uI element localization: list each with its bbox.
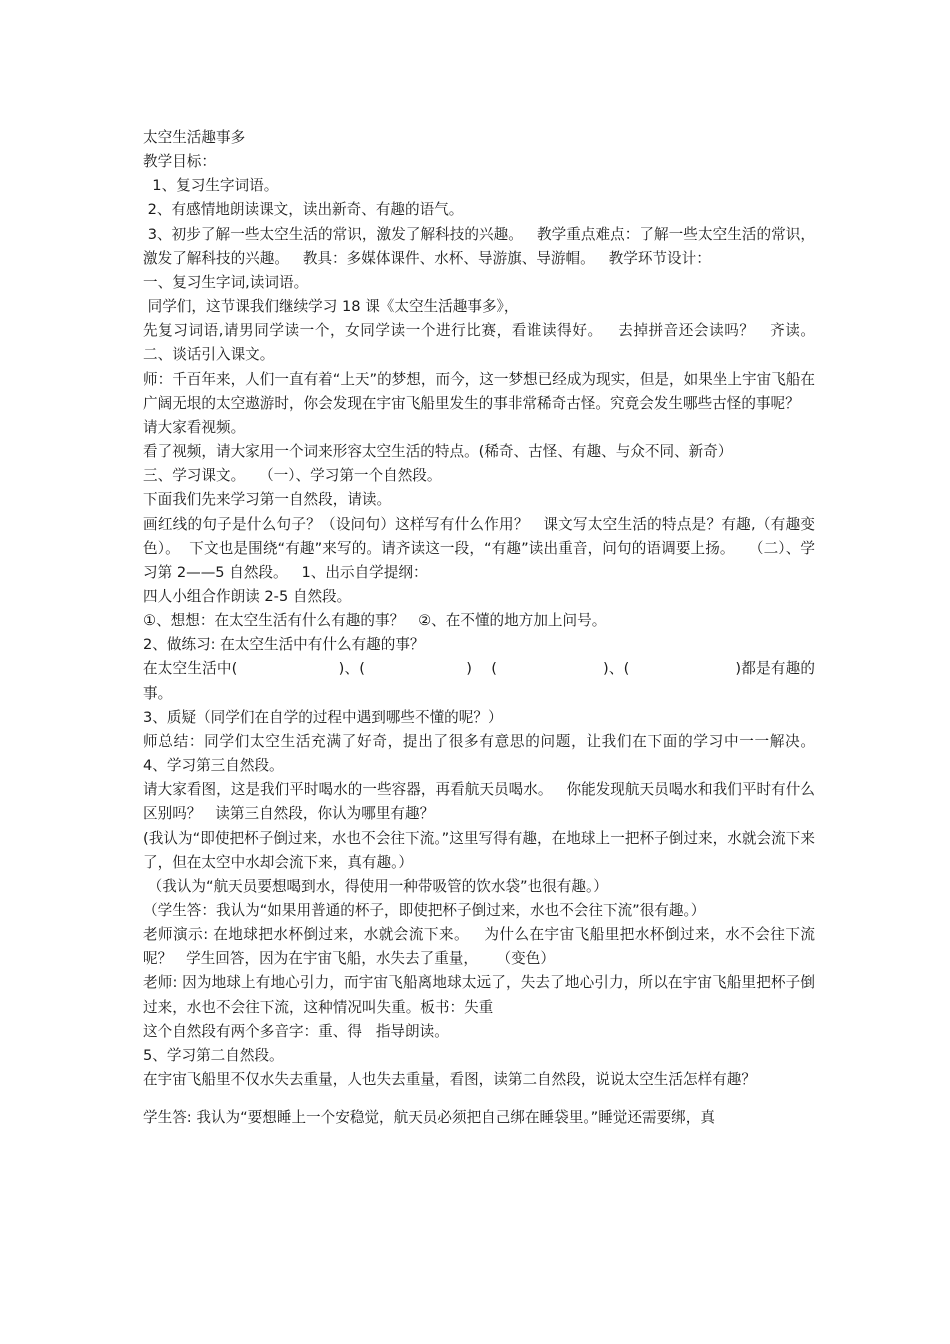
paragraph: 看了视频，请大家用一个词来形容太空生活的特点。(稀奇、古怪、有趣、与众不同、新奇） <box>143 443 733 461</box>
paragraph: 3、初步了解一些太空生活的常识，激发了解科技的兴趣。 教学重点难点：了解一些太空生活的常识，激发了解科技的兴趣。 教具：多媒体课件、水杯、导游旗、导游帽。 教学环节设计： <box>143 225 815 267</box>
paragraph: (我认为“即使把杯子倒过来，水也不会往下流。”这里写得有趣，在地球上一把杯子倒过来，水就会流下来了，但在太空中水却会流下来，真有趣。） <box>143 829 815 871</box>
document-body <box>143 126 834 1130</box>
paragraph: 三、学习课文。 （一）、学习第一个自然段。 <box>143 467 442 485</box>
paragraph: 请大家看视频。 <box>143 418 246 436</box>
paragraph: 老师: 因为地球上有地心引力，而宇宙飞船离地球太远了，失去了地心引力，所以在宇宙飞船里把杯子倒过来，水也不会往下流，这种情况叫失重。板书：失重 <box>143 974 815 1016</box>
paragraph: （学生答：我认为“如果用普通的杯子，即使把杯子倒过来，水也不会往下流”很有趣。） <box>143 902 706 919</box>
paragraph: ①、想想：在太空生活有什么有趣的事？ ②、在不懂的地方加上问号。 <box>143 612 607 630</box>
paragraph: 学生答: 我认为“要想睡上一个安稳觉，航天员必须把自己绑在睡袋里。”睡觉还需要绑，真 <box>143 1109 715 1127</box>
document-title: 太空生活趣事多 <box>143 129 246 146</box>
paragraph: 一、复习生字词,读词语。 <box>143 273 309 291</box>
paragraph: 老师演示: 在地球把水杯倒过来，水就会流下来。 为什么在宇宙飞船里把水杯倒过来，水不会往下流呢？ 学生回答，因为在宇宙飞船，水失去了重量， （变色） <box>143 926 815 968</box>
paragraph: 同学们，这节课我们继续学习 18 课《太空生活趣事多》， <box>143 298 519 316</box>
paragraph: 先复习词语,请男同学读一个，女同学读一个进行比赛，看谁读得好。 去掉拼音还会读吗？ 齐读。 二、谈话引入课文。 <box>143 322 834 364</box>
paragraph: 1、复习生字词语。 <box>143 177 279 195</box>
paragraph: 师：千百年来，人们一直有着“上天”的梦想，而今，这一梦想已经成为现实，但是，如果坐上宇宙飞船在广阔无垠的太空遨游时，你会发现在宇宙飞船里发生的事非常稀奇古怪。究竟会发生哪些古怪的事呢？ <box>143 370 815 412</box>
paragraph: 教学目标： <box>143 153 216 171</box>
paragraph: 2、做练习: 在太空生活中有什么有趣的事？ <box>143 636 425 654</box>
paragraph: 请大家看图，这是我们平时喝水的一些容器，再看航天员喝水。 你能发现航天员喝水和我们平时有什么区别吗？ 读第三自然段，你认为哪里有趣？ <box>143 781 815 823</box>
paragraph: 在太空生活中( )、( ) ( )、( )都是有趣的事。 <box>143 660 815 702</box>
paragraph: 3、质疑（同学们在自学的过程中遇到哪些不懂的呢？） <box>143 708 503 726</box>
paragraph: 画红线的句子是什么句子？（设问句）这样写有什么作用？ 课文写太空生活的特点是？有趣,（有趣变色）。 下文也是围绕“有趣”来写的。请齐读这一段，“有趣”读出重音，问句的语调要上扬。 （二）、学习第 2——5 自然段。 1、出示自学提纲： <box>143 515 815 581</box>
paragraph: 师总结：同学们太空生活充满了好奇，提出了很多有意思的问题，让我们在下面的学习中一一解决。 4、学习第三自然段。 <box>143 732 829 775</box>
paragraph: 下面我们先来学习第一自然段，请读。 <box>143 491 392 509</box>
paragraph: （我认为“航天员要想喝到水，得使用一种带吸管的饮水袋”也很有趣。） <box>143 877 608 895</box>
paragraph: 这个自然段有两个多音字：重、得 指导朗读。 <box>143 1022 449 1040</box>
paragraph: 在宇宙飞船里不仅水失去重量，人也失去重量，看图，读第二自然段，说说太空生活怎样有趣？ <box>143 1071 756 1089</box>
paragraph: 四人小组合作朗读 2-5 自然段。 <box>143 587 352 605</box>
paragraph: 2、有感情地朗读课文，读出新奇、有趣的语气。 <box>143 201 464 219</box>
paragraph: 5、学习第二自然段。 <box>143 1046 284 1064</box>
